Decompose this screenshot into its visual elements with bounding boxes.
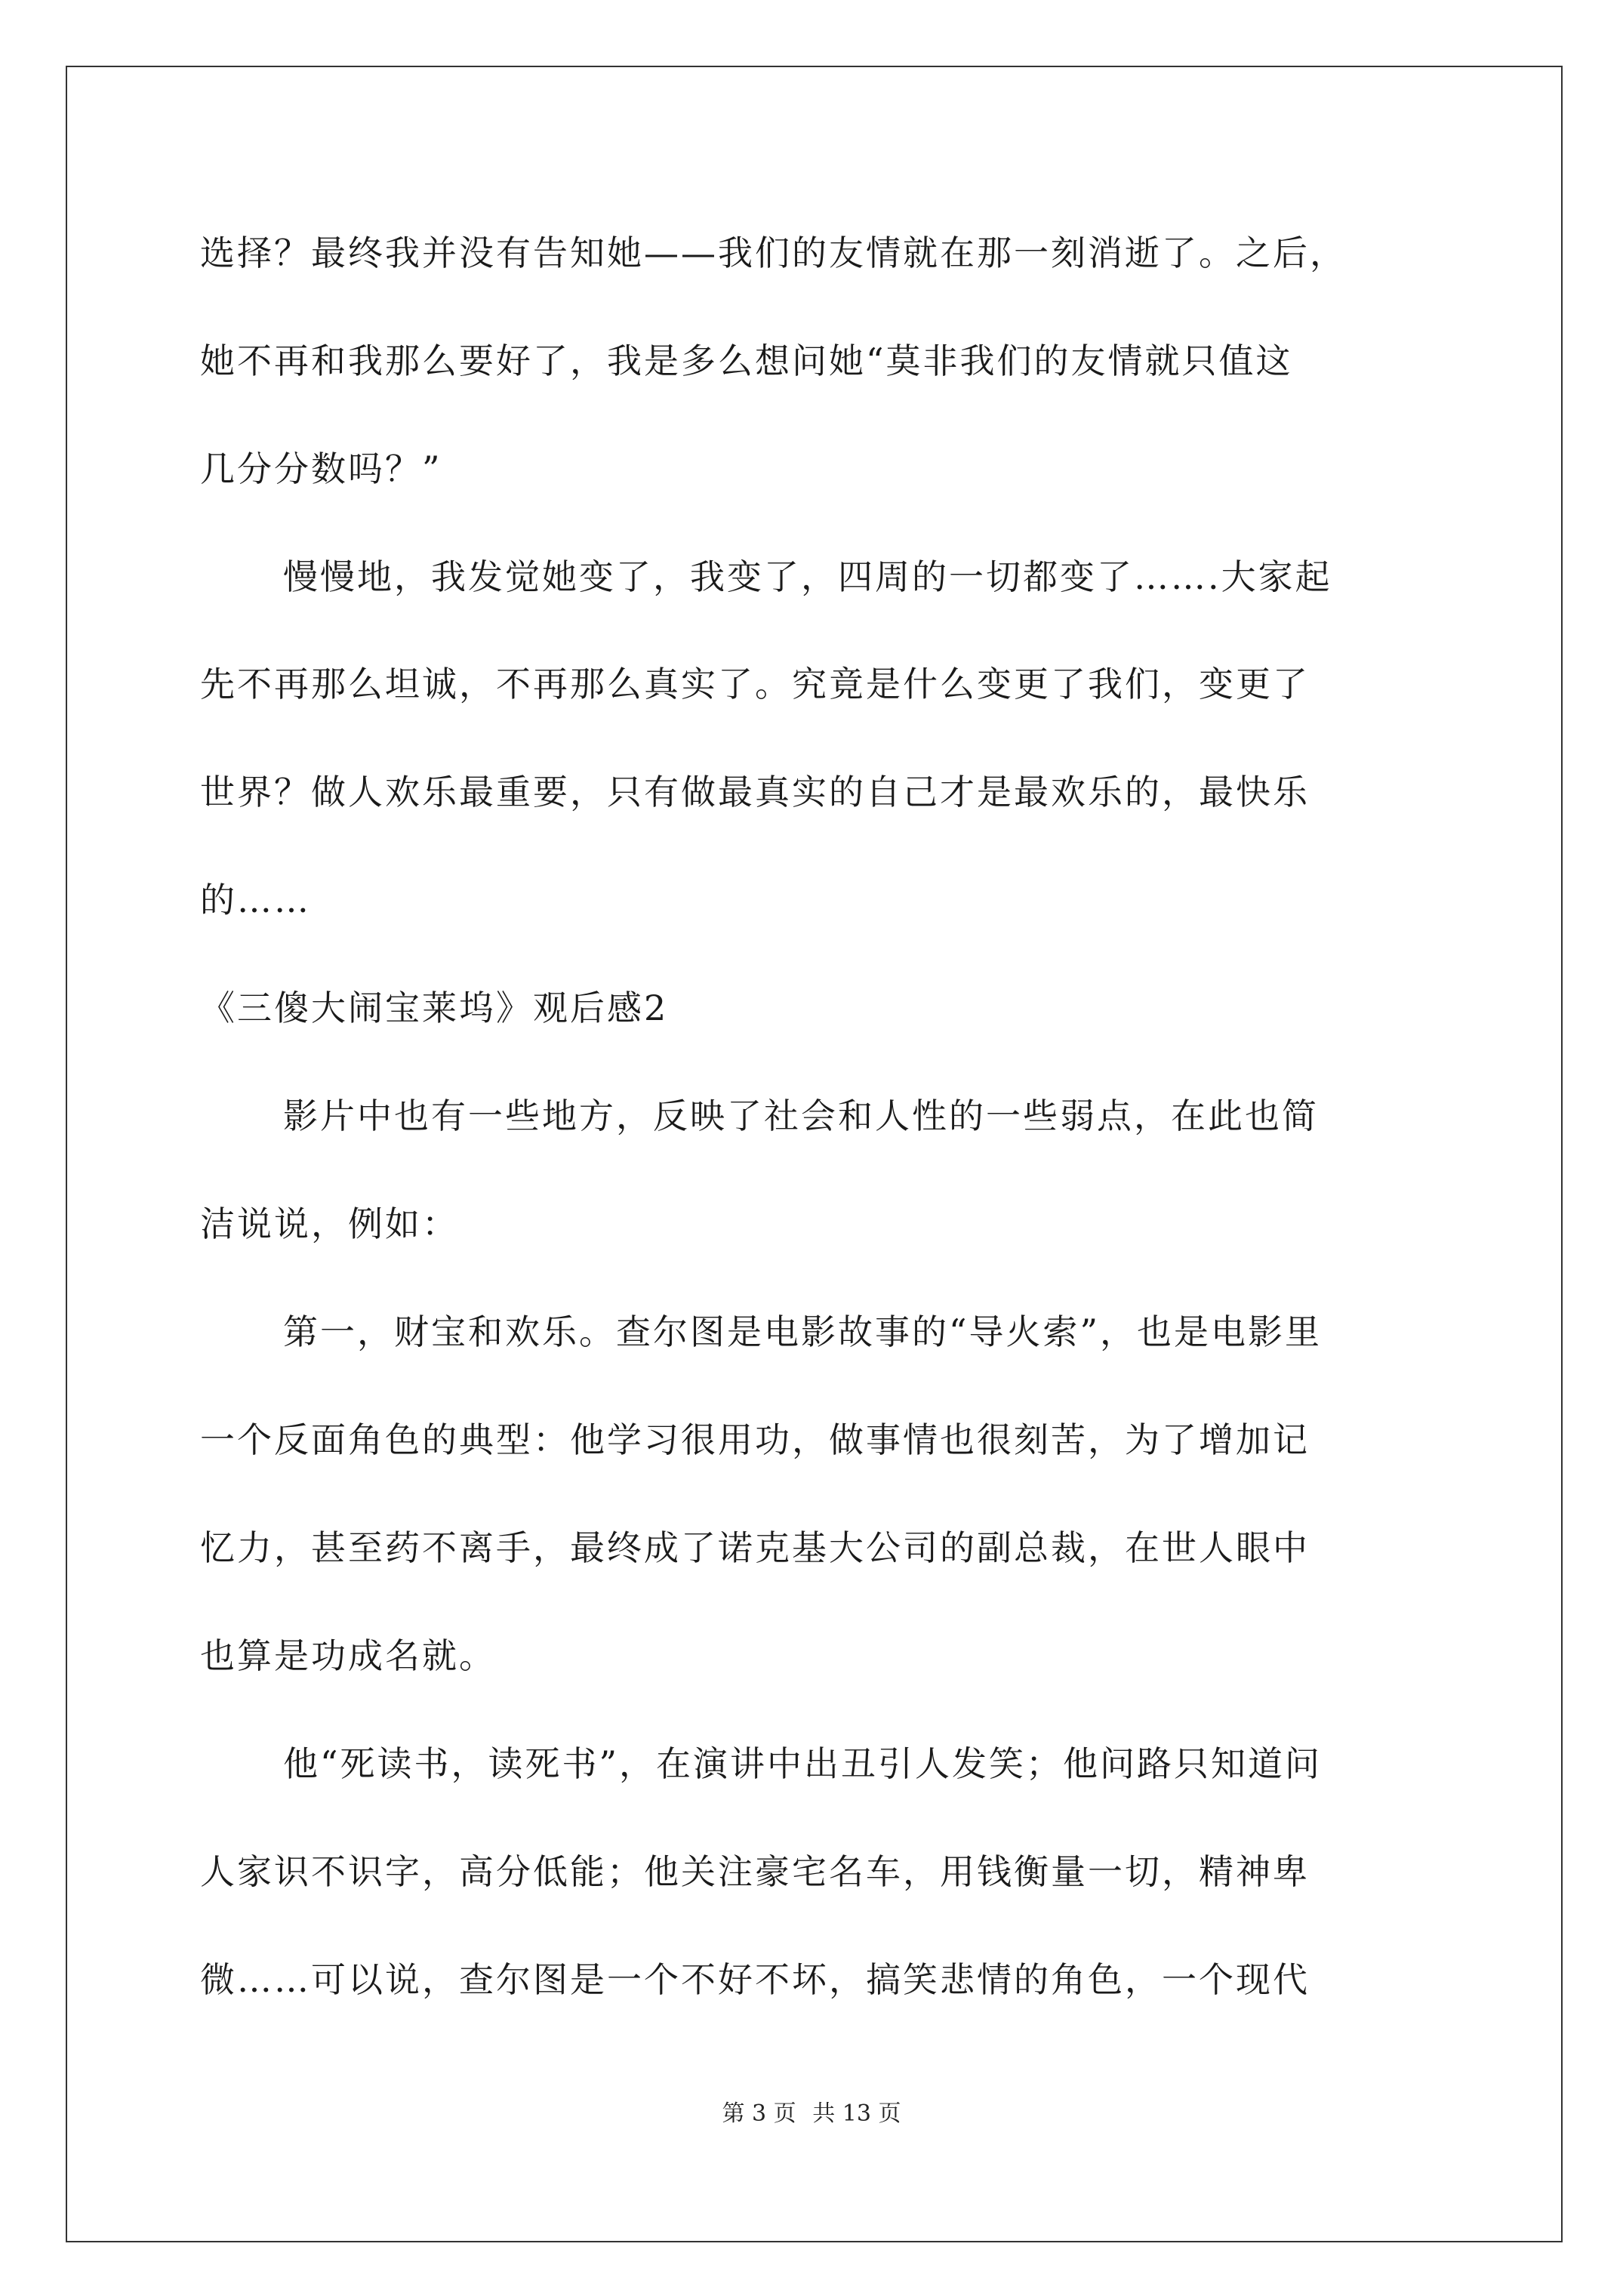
text-line: 她不再和我那么要好了，我是多么想问她“莫非我们的友情就只值这: [200, 341, 1293, 381]
text-line: 忆力，甚至药不离手，最终成了诺克基大公司的副总裁，在世人眼中: [200, 1527, 1310, 1568]
text-line: 微……可以说，查尔图是一个不好不坏，搞笑悲情的角色，一个现代: [200, 1959, 1310, 2000]
text-line: 影片中也有一些地方，反映了社会和人性的一些弱点，在此也简: [283, 1096, 1319, 1136]
text-line: 第一，财宝和欢乐。查尔图是电影故事的“导火索”，也是电影里: [283, 1311, 1323, 1352]
text-line: 洁说说，例如：: [200, 1203, 459, 1244]
page-footer: [0, 2099, 1623, 2129]
text-line: 先不再那么坦诚，不再那么真实了。究竟是什么变更了我们，变更了: [200, 664, 1310, 704]
text-line: 人家识不识字，高分低能；他关注豪宅名车，用钱衡量一切，精神卑: [200, 1851, 1310, 1892]
text-line: 选择？最终我并没有告知她——我们的友情就在那一刻消逝了。之后，: [200, 233, 1347, 273]
section-heading: 《三傻大闹宝莱坞》观后感2: [200, 988, 669, 1028]
text-line: 世界？做人欢乐最重要，只有做最真实的自己才是最欢乐的，最快乐: [200, 772, 1310, 812]
text-line: 他“死读书，读死书”，在演讲中出丑引人发笑；他问路只知道问: [283, 1743, 1323, 1784]
text-line: 也算是功成名就。: [200, 1635, 496, 1676]
page-total: 共 13 页: [812, 2100, 901, 2127]
text-line: 几分分数吗？”: [200, 448, 442, 489]
page-number: 第 3 页: [722, 2100, 796, 2127]
text-line: 一个反面角色的典型：他学习很用功，做事情也很刻苦，为了增加记: [200, 1419, 1310, 1460]
page-border: [66, 66, 1563, 2242]
text-line: 慢慢地，我发觉她变了，我变了，四周的一切都变了…….大家起: [283, 556, 1332, 597]
text-line: 的……: [200, 880, 311, 920]
